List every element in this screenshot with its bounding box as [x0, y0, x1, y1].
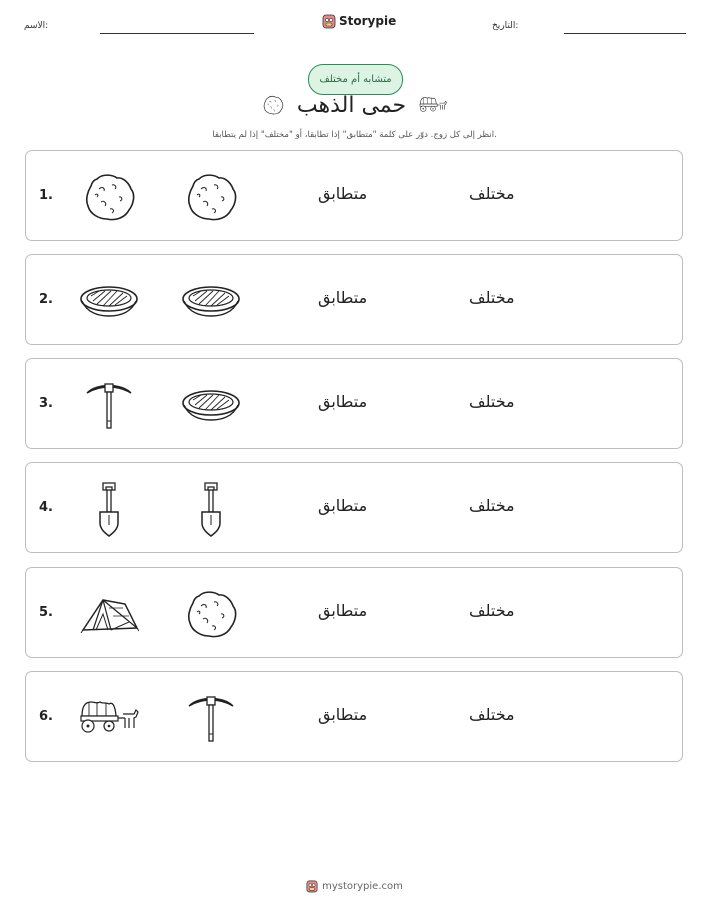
- question-row: [25, 150, 683, 241]
- gold-nugget-icon: [79, 169, 139, 225]
- storypie-logo-icon: [322, 13, 336, 29]
- covered-wagon-icon: [418, 92, 448, 118]
- different-option[interactable]: مختلف: [469, 288, 515, 307]
- question-number: 4.: [39, 500, 53, 515]
- question-number: 2.: [39, 292, 53, 307]
- covered-wagon-icon: [79, 690, 139, 746]
- different-option[interactable]: مختلف: [469, 705, 515, 724]
- tent-icon: [79, 586, 139, 642]
- question-row: [25, 567, 683, 658]
- gold-pan-icon: [181, 377, 241, 433]
- brand: [322, 13, 396, 29]
- instructions: انظر إلى كل زوج. دوّر على كلمة "متطابق" إذا تطابقا، أو "مختلف" إذا لم يتطابقا.: [212, 130, 497, 140]
- title-row: [0, 92, 709, 118]
- question-number: 3.: [39, 396, 53, 411]
- same-option[interactable]: متطابق: [318, 601, 368, 620]
- shovel-icon: [79, 481, 139, 537]
- pickaxe-icon: [79, 377, 139, 433]
- question-number: 6.: [39, 709, 53, 724]
- name-line[interactable]: [100, 33, 254, 34]
- same-option[interactable]: متطابق: [318, 288, 368, 307]
- different-option[interactable]: مختلف: [469, 601, 515, 620]
- footer-url[interactable]: mystorypie.com: [322, 880, 403, 892]
- different-option[interactable]: مختلف: [469, 392, 515, 411]
- footer: [0, 879, 709, 893]
- storypie-logo-icon: [306, 879, 318, 893]
- worksheet-type-badge: متشابه أم مختلف: [308, 64, 403, 95]
- gold-nugget-icon: [261, 93, 285, 117]
- gold-nugget-icon: [181, 169, 241, 225]
- page-title: حمى الذهب: [296, 92, 407, 118]
- date-label: التاريخ:: [492, 21, 519, 31]
- brand-name: Storypie: [339, 14, 397, 28]
- gold-pan-icon: [181, 273, 241, 329]
- date-line[interactable]: [564, 33, 686, 34]
- pickaxe-icon: [181, 690, 241, 746]
- same-option[interactable]: متطابق: [318, 705, 368, 724]
- different-option[interactable]: مختلف: [469, 184, 515, 203]
- same-option[interactable]: متطابق: [318, 496, 368, 515]
- question-row: [25, 671, 683, 762]
- same-option[interactable]: متطابق: [318, 392, 368, 411]
- question-number: 5.: [39, 605, 53, 620]
- question-row: [25, 254, 683, 345]
- question-row: [25, 462, 683, 553]
- question-number: 1.: [39, 188, 53, 203]
- gold-pan-icon: [79, 273, 139, 329]
- name-label: الاسم:: [24, 21, 49, 31]
- gold-nugget-icon: [181, 586, 241, 642]
- different-option[interactable]: مختلف: [469, 496, 515, 515]
- question-row: [25, 358, 683, 449]
- shovel-icon: [181, 481, 241, 537]
- same-option[interactable]: متطابق: [318, 184, 368, 203]
